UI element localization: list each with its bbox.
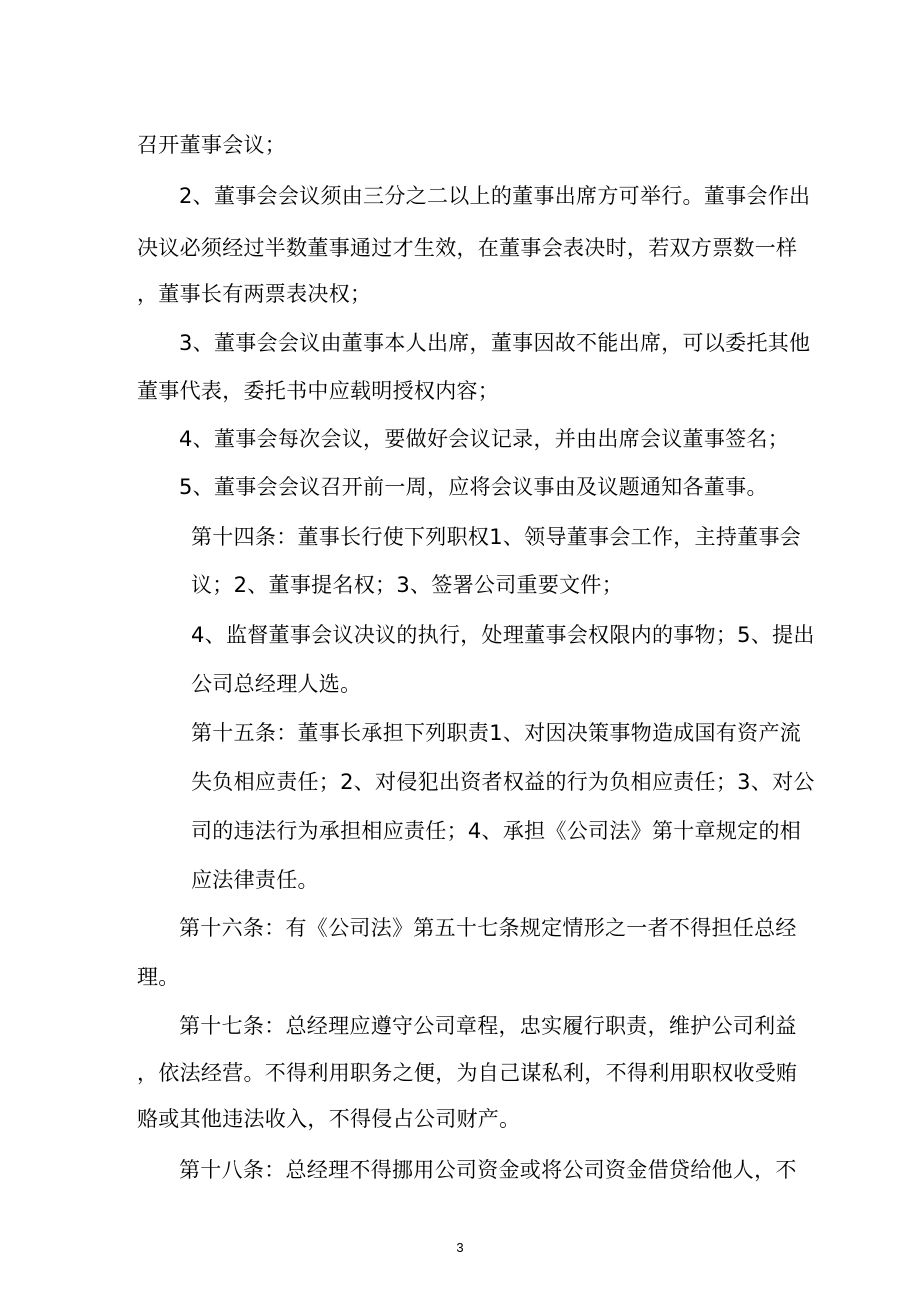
text-line: 第十八条：总经理不得挪用公司资金或将公司资金借贷给他人，不 — [179, 1158, 797, 1182]
text-line: 3、董事会会议由董事本人出席，董事因故不能出席，可以委托其他 — [179, 331, 811, 355]
page-number: 3 — [456, 1240, 464, 1255]
text-line: 第十四条：董事长行使下列职权1、领导董事会工作，主持董事会 — [191, 525, 802, 549]
text-line: 第十六条：有《公司法》第五十七条规定情形之一者不得担任总经 — [179, 916, 797, 940]
text-line: 董事代表，委托书中应载明授权内容； — [137, 379, 500, 403]
text-line: 议；2、董事提名权；3、签署公司重要文件； — [191, 573, 624, 597]
text-line: 失负相应责任；2、对侵犯出资者权益的行为负相应责任；3、对公 — [191, 770, 815, 794]
text-line: 5、董事会会议召开前一周，应将会议事由及议题通知各董事。 — [179, 475, 768, 499]
text-line: 4、监督董事会议决议的执行，处理董事会权限内的事物；5、提出 — [191, 623, 815, 647]
text-line: 4、董事会每次会议，要做好会议记录，并由出席会议董事签名； — [179, 427, 790, 451]
text-line: 应法律责任。 — [191, 868, 319, 892]
text-line: ，董事长有两票表决权； — [137, 282, 372, 306]
text-line: ，依法经营。不得利用职务之便，为自己谋私利，不得利用职权收受贿 — [137, 1061, 798, 1085]
text-line: 2、董事会会议须由三分之二以上的董事出席方可举行。董事会作出 — [179, 184, 811, 208]
text-line: 召开董事会议； — [137, 133, 287, 157]
text-line: 第十七条：总经理应遵守公司章程，忠实履行职责，维护公司利益 — [179, 1014, 797, 1038]
text-line: 第十五条：董事长承担下列职责1、对因决策事物造成国有资产流 — [191, 721, 802, 745]
text-line: 司的违法行为承担相应责任；4、承担《公司法》第十章规定的相 — [191, 819, 802, 843]
text-line: 公司总经理人选。 — [191, 672, 362, 696]
text-line: 赂或其他违法收入，不得侵占公司财产。 — [137, 1107, 521, 1131]
text-line: 理。 — [137, 965, 180, 989]
text-line: 决议必须经过半数董事通过才生效，在董事会表决时，若双方票数一样 — [137, 236, 798, 260]
